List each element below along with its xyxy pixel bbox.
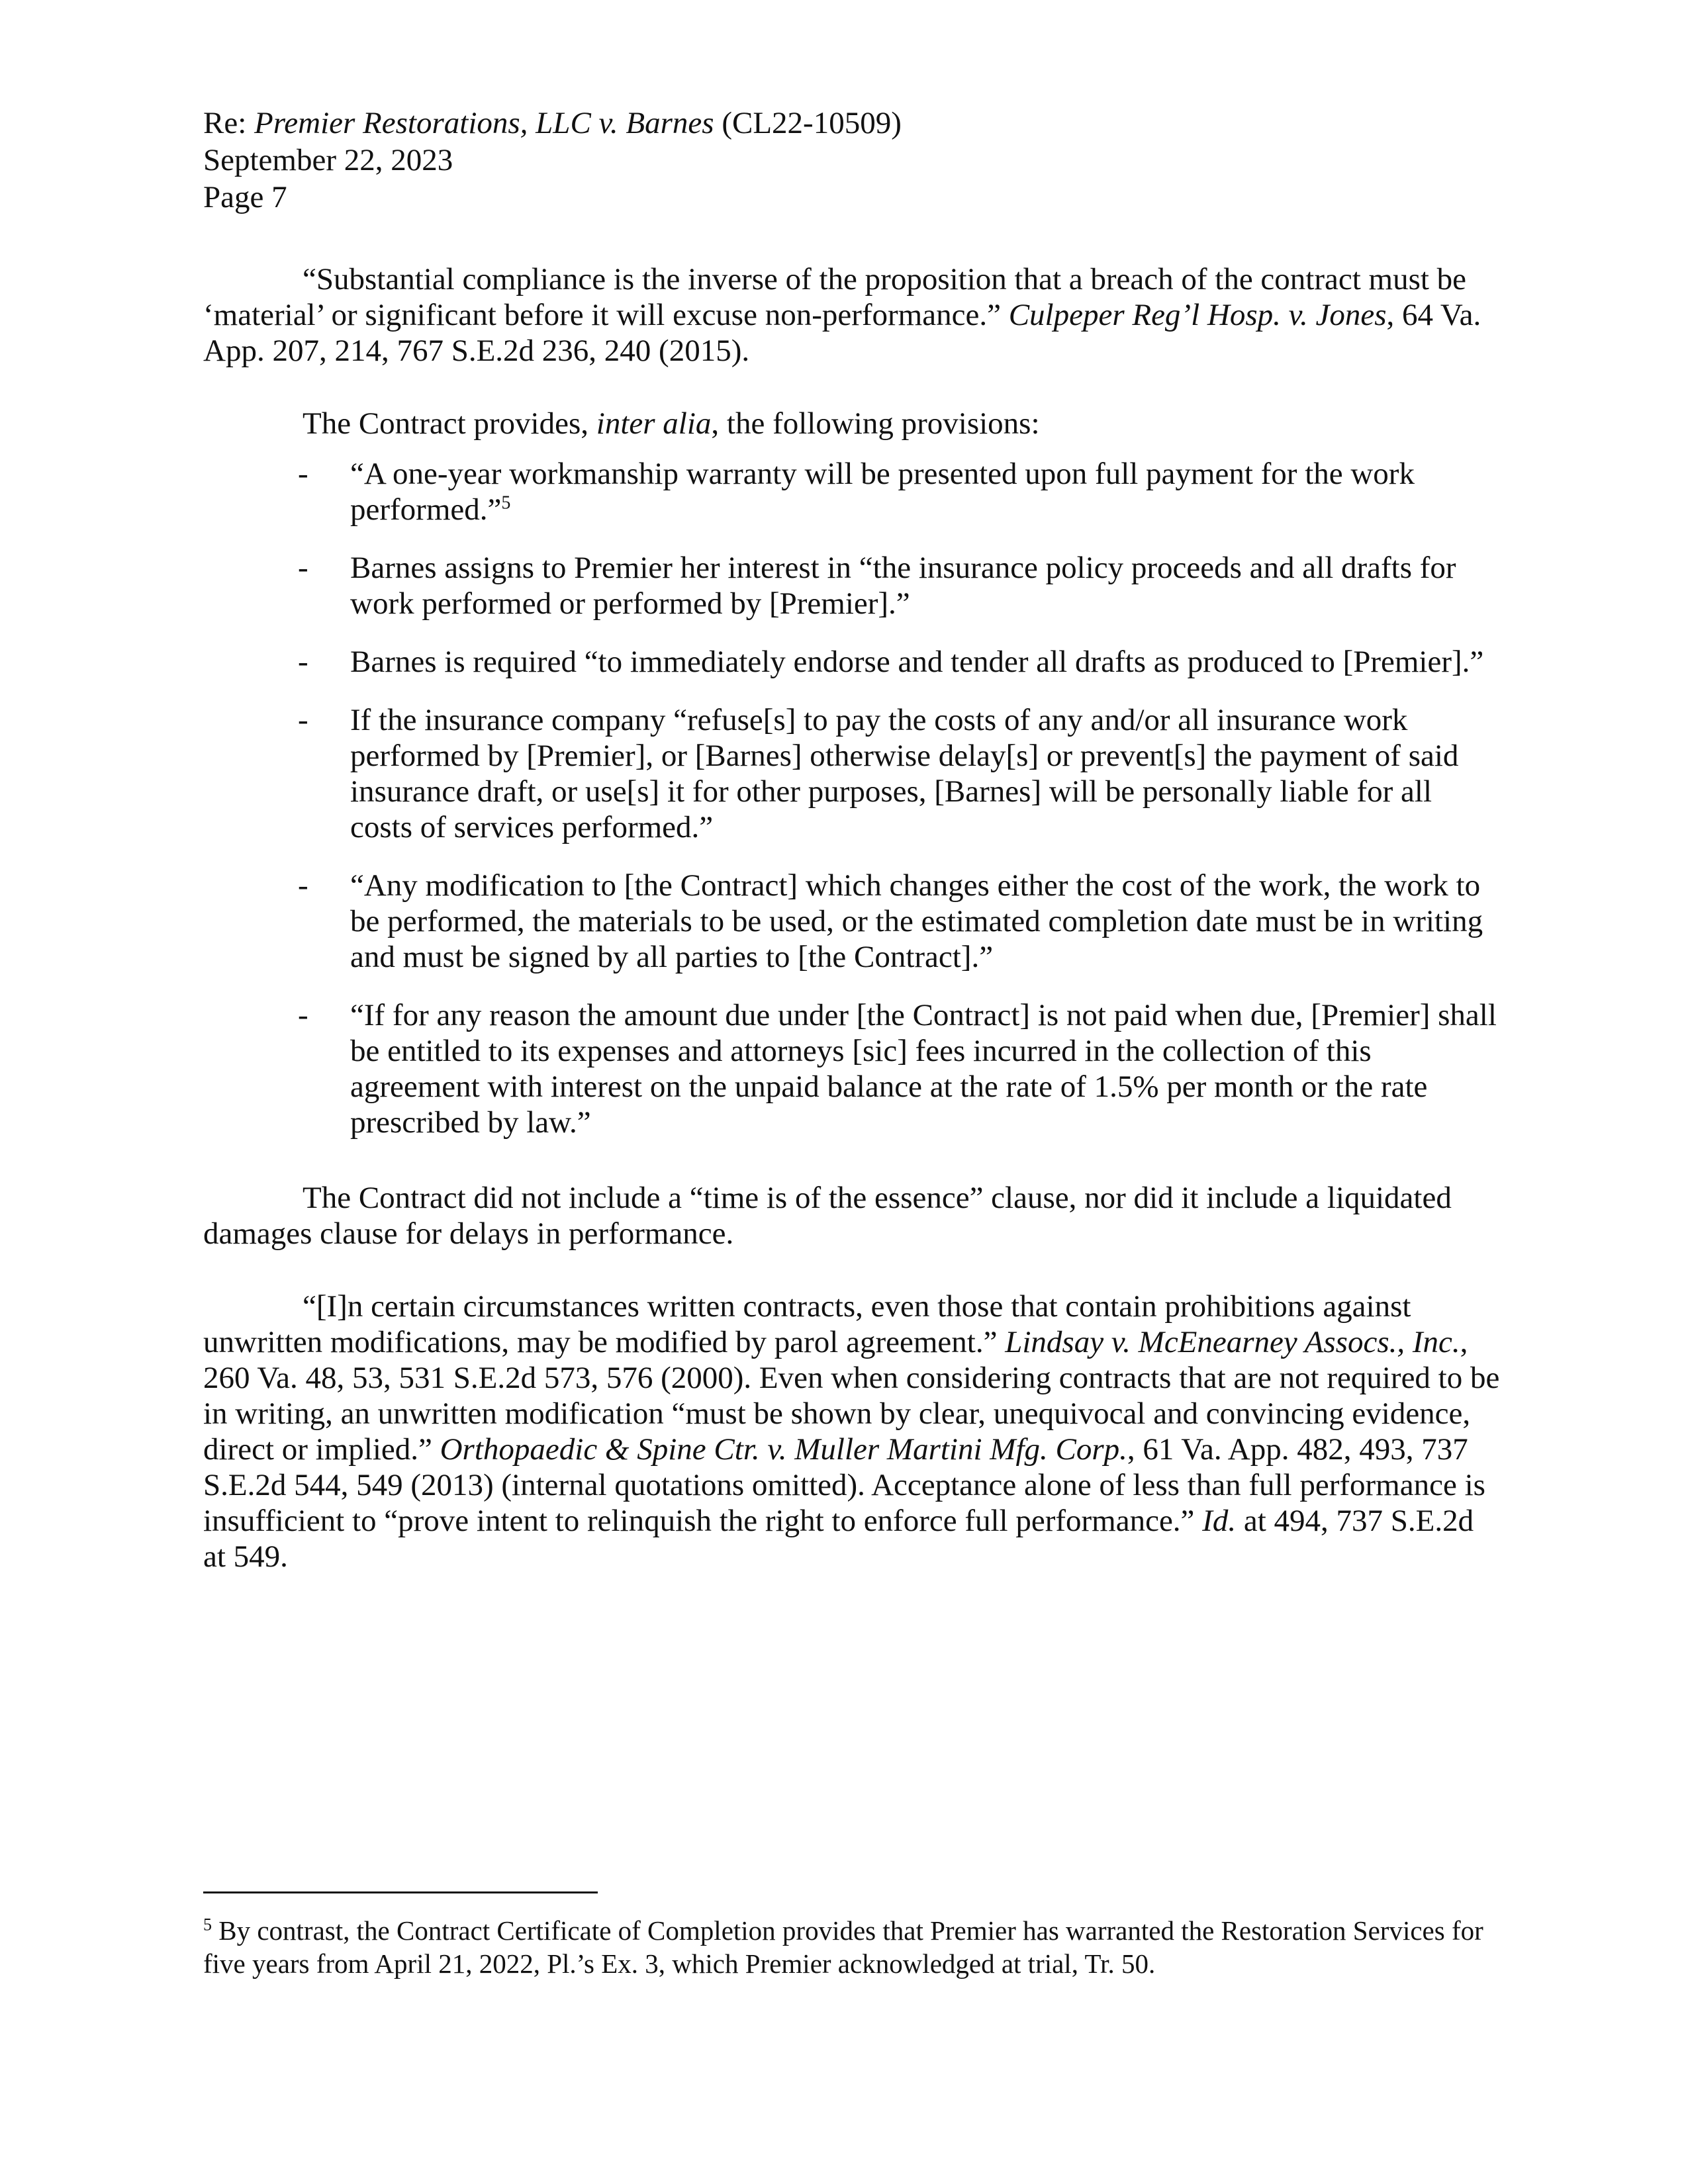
dash-bullet: - — [298, 551, 308, 585]
footnote-ref[interactable]: 5 — [501, 492, 511, 514]
list-item: - If the insurance company “refuse[s] to pay the costs of any and/or all insurance work performed by [Premier], or [Barnes] otherwise delay[s] or prevent[s] the payment of said insurance draft, or use[s] it for other purposes, [Barnes] will be personally liable for all costs of services performed.” — [298, 703, 1459, 844]
list-item: - “Any modification to [the Contract] which changes either the cost of the work, the work to be performed, the materials to be used, or the estimated completion date must be in writing and must be signed by all parties to [the Contract].” — [298, 868, 1483, 974]
document-body — [203, 261, 1501, 1574]
paragraph-parol-modification: “[I]n certain circumstances written contracts, even those that contain prohibitions against unwritten modifications, may be modified by parol agreement.” Lindsay v. McEnearney Assocs., Inc., 260 Va. 48, 53, 531 S.E.2d 573, 576 (2000). Even when considering contracts that are not required to be in writing, an unwritten modification “must be shown by clear, unequivocal and convincing evidence, direct or implied.” Orthopaedic & Spine Ctr. v. Muller Martini Mfg. Corp., 61 Va. App. 482, 493, 737 S.E.2d 544, 549 (2013) (internal quotations omitted). Acceptance alone of less than full performance is insufficient to “prove intent to relinquish the right to enforce full performance.” Id. at 494, 737 S.E.2d at 549. — [203, 1289, 1500, 1574]
dash-bullet: - — [298, 703, 308, 737]
paragraph-substantial-compliance: “Substantial compliance is the inverse of the proposition that a breach of the contract must be ‘material’ or significant before it will excuse non-performance.” Culpeper Reg’l Hosp. v. Jones, 64 Va. App. 207, 214, 767 S.E.2d 236, 240 (2015). — [203, 262, 1481, 368]
citation-culpeper: Culpeper Reg’l Hosp. v. Jones — [1008, 298, 1387, 332]
inter-alia: inter alia — [596, 406, 712, 441]
page-number: Page 7 — [203, 180, 287, 214]
provisions-list — [203, 456, 1501, 1140]
letter-date: September 22, 2023 — [203, 143, 453, 177]
citation-id: Id. — [1202, 1504, 1237, 1538]
citation-lindsay: Lindsay v. McEnearney Assocs., Inc. — [1005, 1325, 1460, 1359]
paragraph-time-of-essence: The Contract did not include a “time is of the essence” clause, nor did it include a liquidated damages clause for delays in performance. — [203, 1181, 1452, 1251]
dash-bullet: - — [298, 868, 308, 903]
dash-bullet: - — [298, 998, 308, 1032]
case-number: (CL22-10509) — [714, 106, 902, 140]
dash-bullet: - — [298, 645, 308, 679]
list-item: - Barnes is required “to immediately endorse and tender all drafts as produced to [Premier].” — [298, 645, 1484, 679]
case-name: Premier Restorations, LLC v. Barnes — [254, 106, 714, 140]
dash-bullet: - — [298, 457, 308, 491]
list-item: - “If for any reason the amount due under [the Contract] is not paid when due, [Premier] shall be entitled to its expenses and attorneys [sic] fees incurred in the collection of this agreement with interest on the unpaid balance at the rate of 1.5% per month or the rate prescribed by law.” — [298, 998, 1497, 1140]
letter-header — [203, 105, 1461, 216]
footnote-5 — [203, 1914, 1501, 1980]
list-item: - “A one-year workmanship warranty will be presented upon full payment for the work performed.”$^5$ — [298, 457, 1415, 527]
list-item: - Barnes assigns to Premier her interest in “the insurance policy proceeds and all drafts for work performed or performed by [Premier].” — [298, 551, 1456, 621]
case-reference-line — [203, 105, 1461, 142]
re-prefix: Re: — [203, 106, 255, 140]
footnote-number: 5 — [203, 1915, 212, 1934]
citation-orthopaedic: Orthopaedic & Spine Ctr. v. Muller Martini Mfg. Corp. — [440, 1432, 1127, 1467]
paragraph-provisions-intro: The Contract provides, inter alia, the following provisions: — [303, 406, 1040, 441]
footnote-divider — [203, 1891, 598, 1893]
footnote-text: By contrast, the Contract Certificate of Completion provides that Premier has warranted the Restoration Services for five years from April 21, 2022, Pl.’s Ex. 3, which Premier acknowledged at trial, Tr. 50. — [203, 1915, 1483, 1979]
